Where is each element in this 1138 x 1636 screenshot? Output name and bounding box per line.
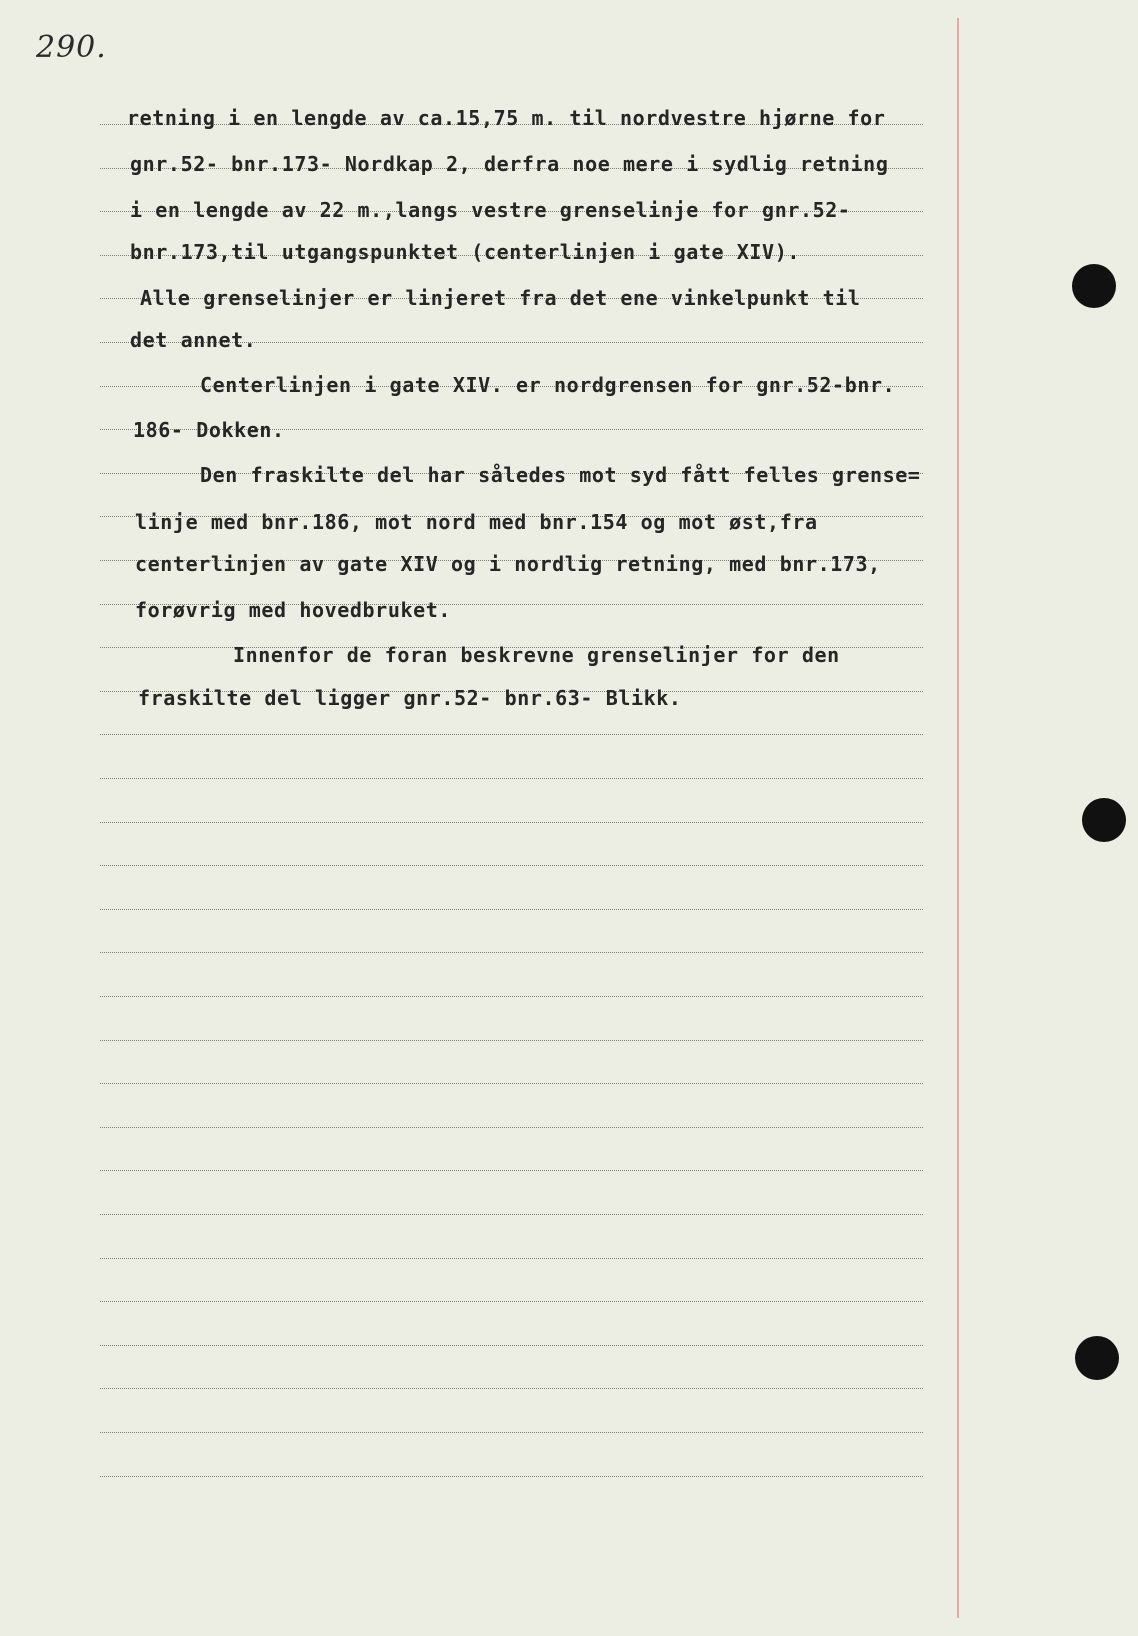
ruled-line [100,1476,923,1477]
binder-hole-bottom [1075,1336,1119,1380]
text-line-12: forøvrig med hovedbruket. [135,598,452,622]
text-line-5: Alle grenselinjer er linjeret fra det ene vinkelpunkt til [140,286,861,310]
ruled-line [100,1345,923,1346]
ruled-line [100,822,923,823]
text-line-11: centerlinjen av gate XIV og i nordlig retning, med bnr.173, [135,552,881,576]
ruled-line [100,1040,923,1041]
ruled-line [100,1432,923,1433]
ruled-line [100,952,923,953]
ruled-line [100,996,923,997]
text-line-9: Den fraskilte del har således mot syd fått felles grense= [200,463,921,487]
binder-hole-middle [1082,798,1126,842]
ruled-line [100,1214,923,1215]
ruled-line [100,778,923,779]
ruled-line [100,1258,923,1259]
text-line-1: retning i en lengde av ca.15,75 m. til nordvestre hjørne for [127,106,886,130]
text-line-7: Centerlinjen i gate XIV. er nordgrensen for gnr.52-bnr. [200,373,896,397]
ruled-line [100,1301,923,1302]
ruled-line [100,734,923,735]
binder-hole-top [1072,264,1116,308]
text-line-14: fraskilte del ligger gnr.52- bnr.63- Blikk. [138,686,682,710]
text-line-2: gnr.52- bnr.173- Nordkap 2, derfra noe mere i sydlig retning [130,152,889,176]
ruled-line [100,909,923,910]
ruled-line [100,1170,923,1171]
ruled-line [100,1127,923,1128]
text-line-6: det annet. [130,328,257,352]
ruled-line [100,1388,923,1389]
text-line-10: linje med bnr.186, mot nord med bnr.154 og mot øst,fra [135,510,818,534]
ruled-line [100,1083,923,1084]
page-number: 290. [36,30,107,65]
ruled-line [100,865,923,866]
text-line-3: i en lengde av 22 m.,langs vestre grenselinje for gnr.52- [130,198,851,222]
margin-line [957,18,959,1618]
text-line-13: Innenfor de foran beskrevne grenselinjer for den [233,643,840,667]
text-line-8: 186- Dokken. [133,418,285,442]
text-line-4: bnr.173,til utgangspunktet (centerlinjen i gate XIV). [130,240,800,264]
